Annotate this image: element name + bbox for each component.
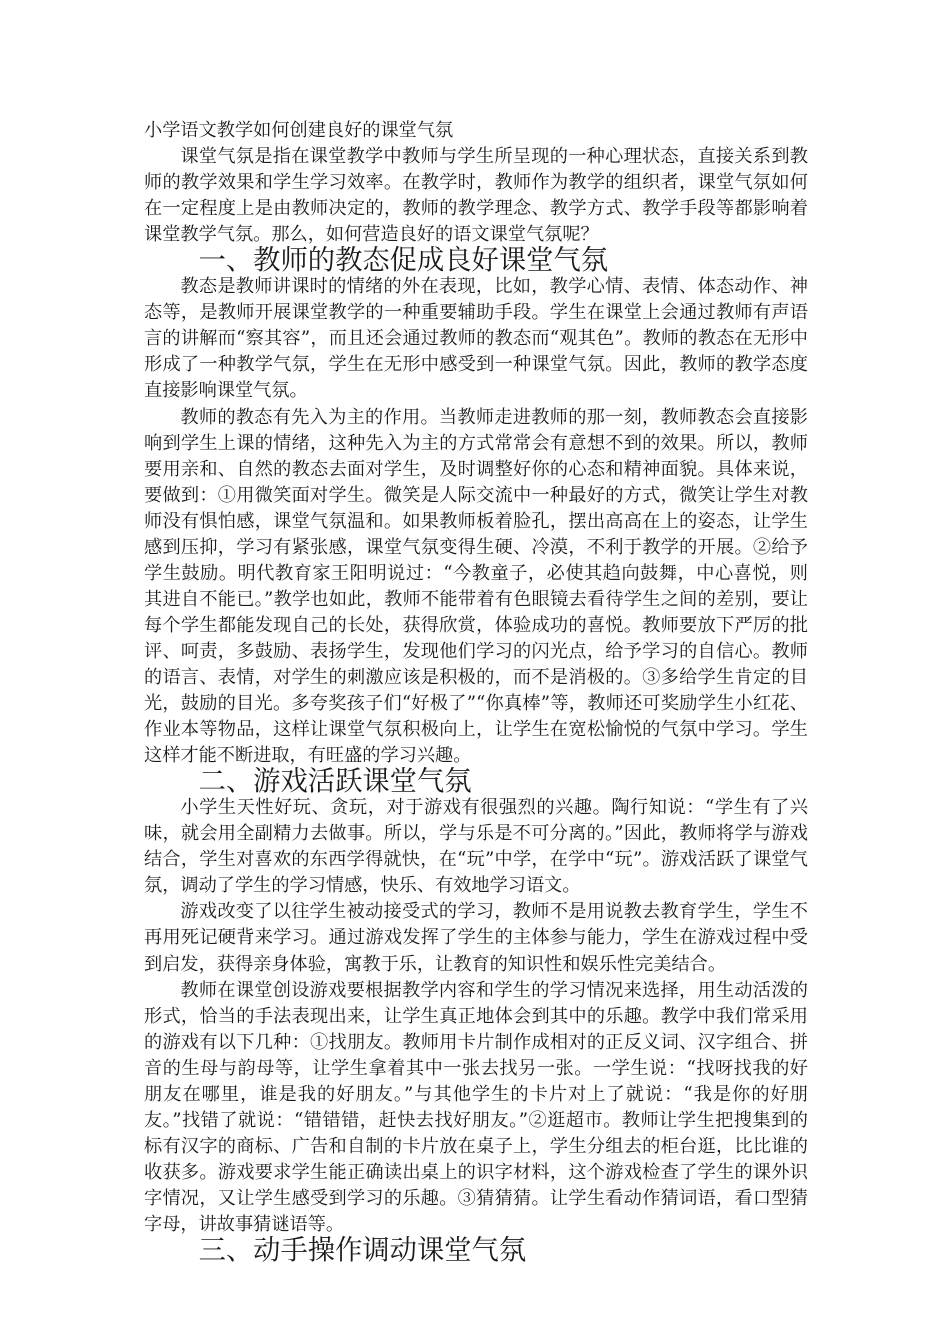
paragraph: 小学生天性好玩、贪玩，对于游戏有很强烈的兴趣。陶行知说：“学生有了兴味，就会用全副精力去做事。所以，学与乐是不可分离的。”因此，教师将学与游戏结合，学生对喜欢的东西学得就快，在“玩”中学，在学中“玩”。游戏活跃了课堂气氛，调动了学生的学习情感，快乐、有效地学习语文。	[144, 797, 808, 897]
section-heading: 一、教师的教态促成良好课堂气氛	[198, 245, 609, 277]
paragraph: 课堂气氛是指在课堂教学中教师与学生所呈现的一种心理状态，直接关系到教师的教学效果和学生学习效率。在教学时，教师作为教学的组织者，课堂气氛如何在一定程度上是由教师决定的，教师的教学理念、教学方式、教学手段等都影响着课堂教学气氛。那么，如何营造良好的语文课堂气氛呢？	[144, 146, 808, 246]
paragraph: 教师的教态有先入为主的作用。当教师走进教师的那一刻，教师教态会直接影响到学生上课的情绪，这种先入为主的方式常常会有意想不到的效果。所以，教师要用亲和、自然的教态去面对学生，及时调整好你的心态和精神面貌。具体来说，要做到：①用微笑面对学生。微笑是人际交流中一种最好的方式，微笑让学生对教师没有惧怕感，课堂气氛温和。如果教师板着脸孔，摆出高高在上的姿态，让学生感到压抑，学习有紧张感，课堂气氛变得生硬、冷漠，不利于教学的开展。②给予学生鼓励。明代教育家王阳明说过：“今教童子，必使其趋向鼓舞，中心喜悦，则其进自不能已。”教学也如此，教师不能带着有色眼镜去看待学生之间的差别，要让每个学生都能发现自己的长处，获得欣赏，体验成功的喜悦。教师要放下严厉的批评、呵责，多鼓励、表扬学生，发现他们学习的闪光点，给予学习的自信心。教师的语言、表情，对学生的刺激应该是积极的，而不是消极的。③多给学生肯定的目光，鼓励的目光。多夸奖孩子们“好极了”“你真棒”等，教师还可奖励学生小红花、作业本等物品，这样让课堂气氛积极向上，让学生在宽松愉悦的气氛中学习。学生这样才能不断进取，有旺盛的学习兴趣。	[144, 406, 808, 767]
paragraph: 教态是教师讲课时的情绪的外在表现，比如，教学心情、表情、体态动作、神态等，是教师开展课堂教学的一种重要辅助手段。学生在课堂上会通过教师有声语言的讲解而“察其容”，而且还会通过教师的教态而“观其色”。教师的教态在无形中形成了一种教学气氛，学生在无形中感受到一种课堂气氛。因此，教师的教学态度直接影响课堂气氛。	[144, 276, 808, 402]
section-heading: 二、游戏活跃课堂气氛	[198, 766, 472, 798]
paragraph: 游戏改变了以往学生被动接受式的学习，教师不是用说教去教育学生，学生不再用死记硬背来学习。通过游戏发挥了学生的主体参与能力，学生在游戏过程中受到启发，获得亲身体验，寓教于乐，让教育的知识性和娱乐性完美结合。	[144, 901, 808, 975]
document-page	[144, 118, 808, 1267]
section-heading: 三、动手操作调动课堂气氛	[198, 1235, 527, 1267]
document-body	[144, 144, 808, 1267]
document-title: 小学语文教学如何创建良好的课堂气氛	[144, 120, 454, 141]
paragraph: 教师在课堂创设游戏要根据教学内容和学生的学习情况来选择，用生动活泼的形式，恰当的手法表现出来，让学生真正地体会到其中的乐趣。教学中我们常采用的游戏有以下几种：①找朋友。教师用卡片制作成相对的正反义词、汉字组合、拼音的生母与韵母等，让学生拿着其中一张去找另一张。一学生说：“找呀找我的好朋友在哪里，谁是我的好朋友。”与其他学生的卡片对上了就说：“我是你的好朋友。”找错了就说：“错错错，赶快去找好朋友。”②逛超市。教师让学生把搜集到的标有汉字的商标、广告和自制的卡片放在桌子上，学生分组去的柜台逛，比比谁的收获多。游戏要求学生能正确读出桌上的识字材料，这个游戏检查了学生的课外识字情况，又让学生感受到学习的乐趣。③猜猜猜。让学生看动作猜词语，看口型猜字母，讲故事猜谜语等。	[144, 979, 808, 1235]
